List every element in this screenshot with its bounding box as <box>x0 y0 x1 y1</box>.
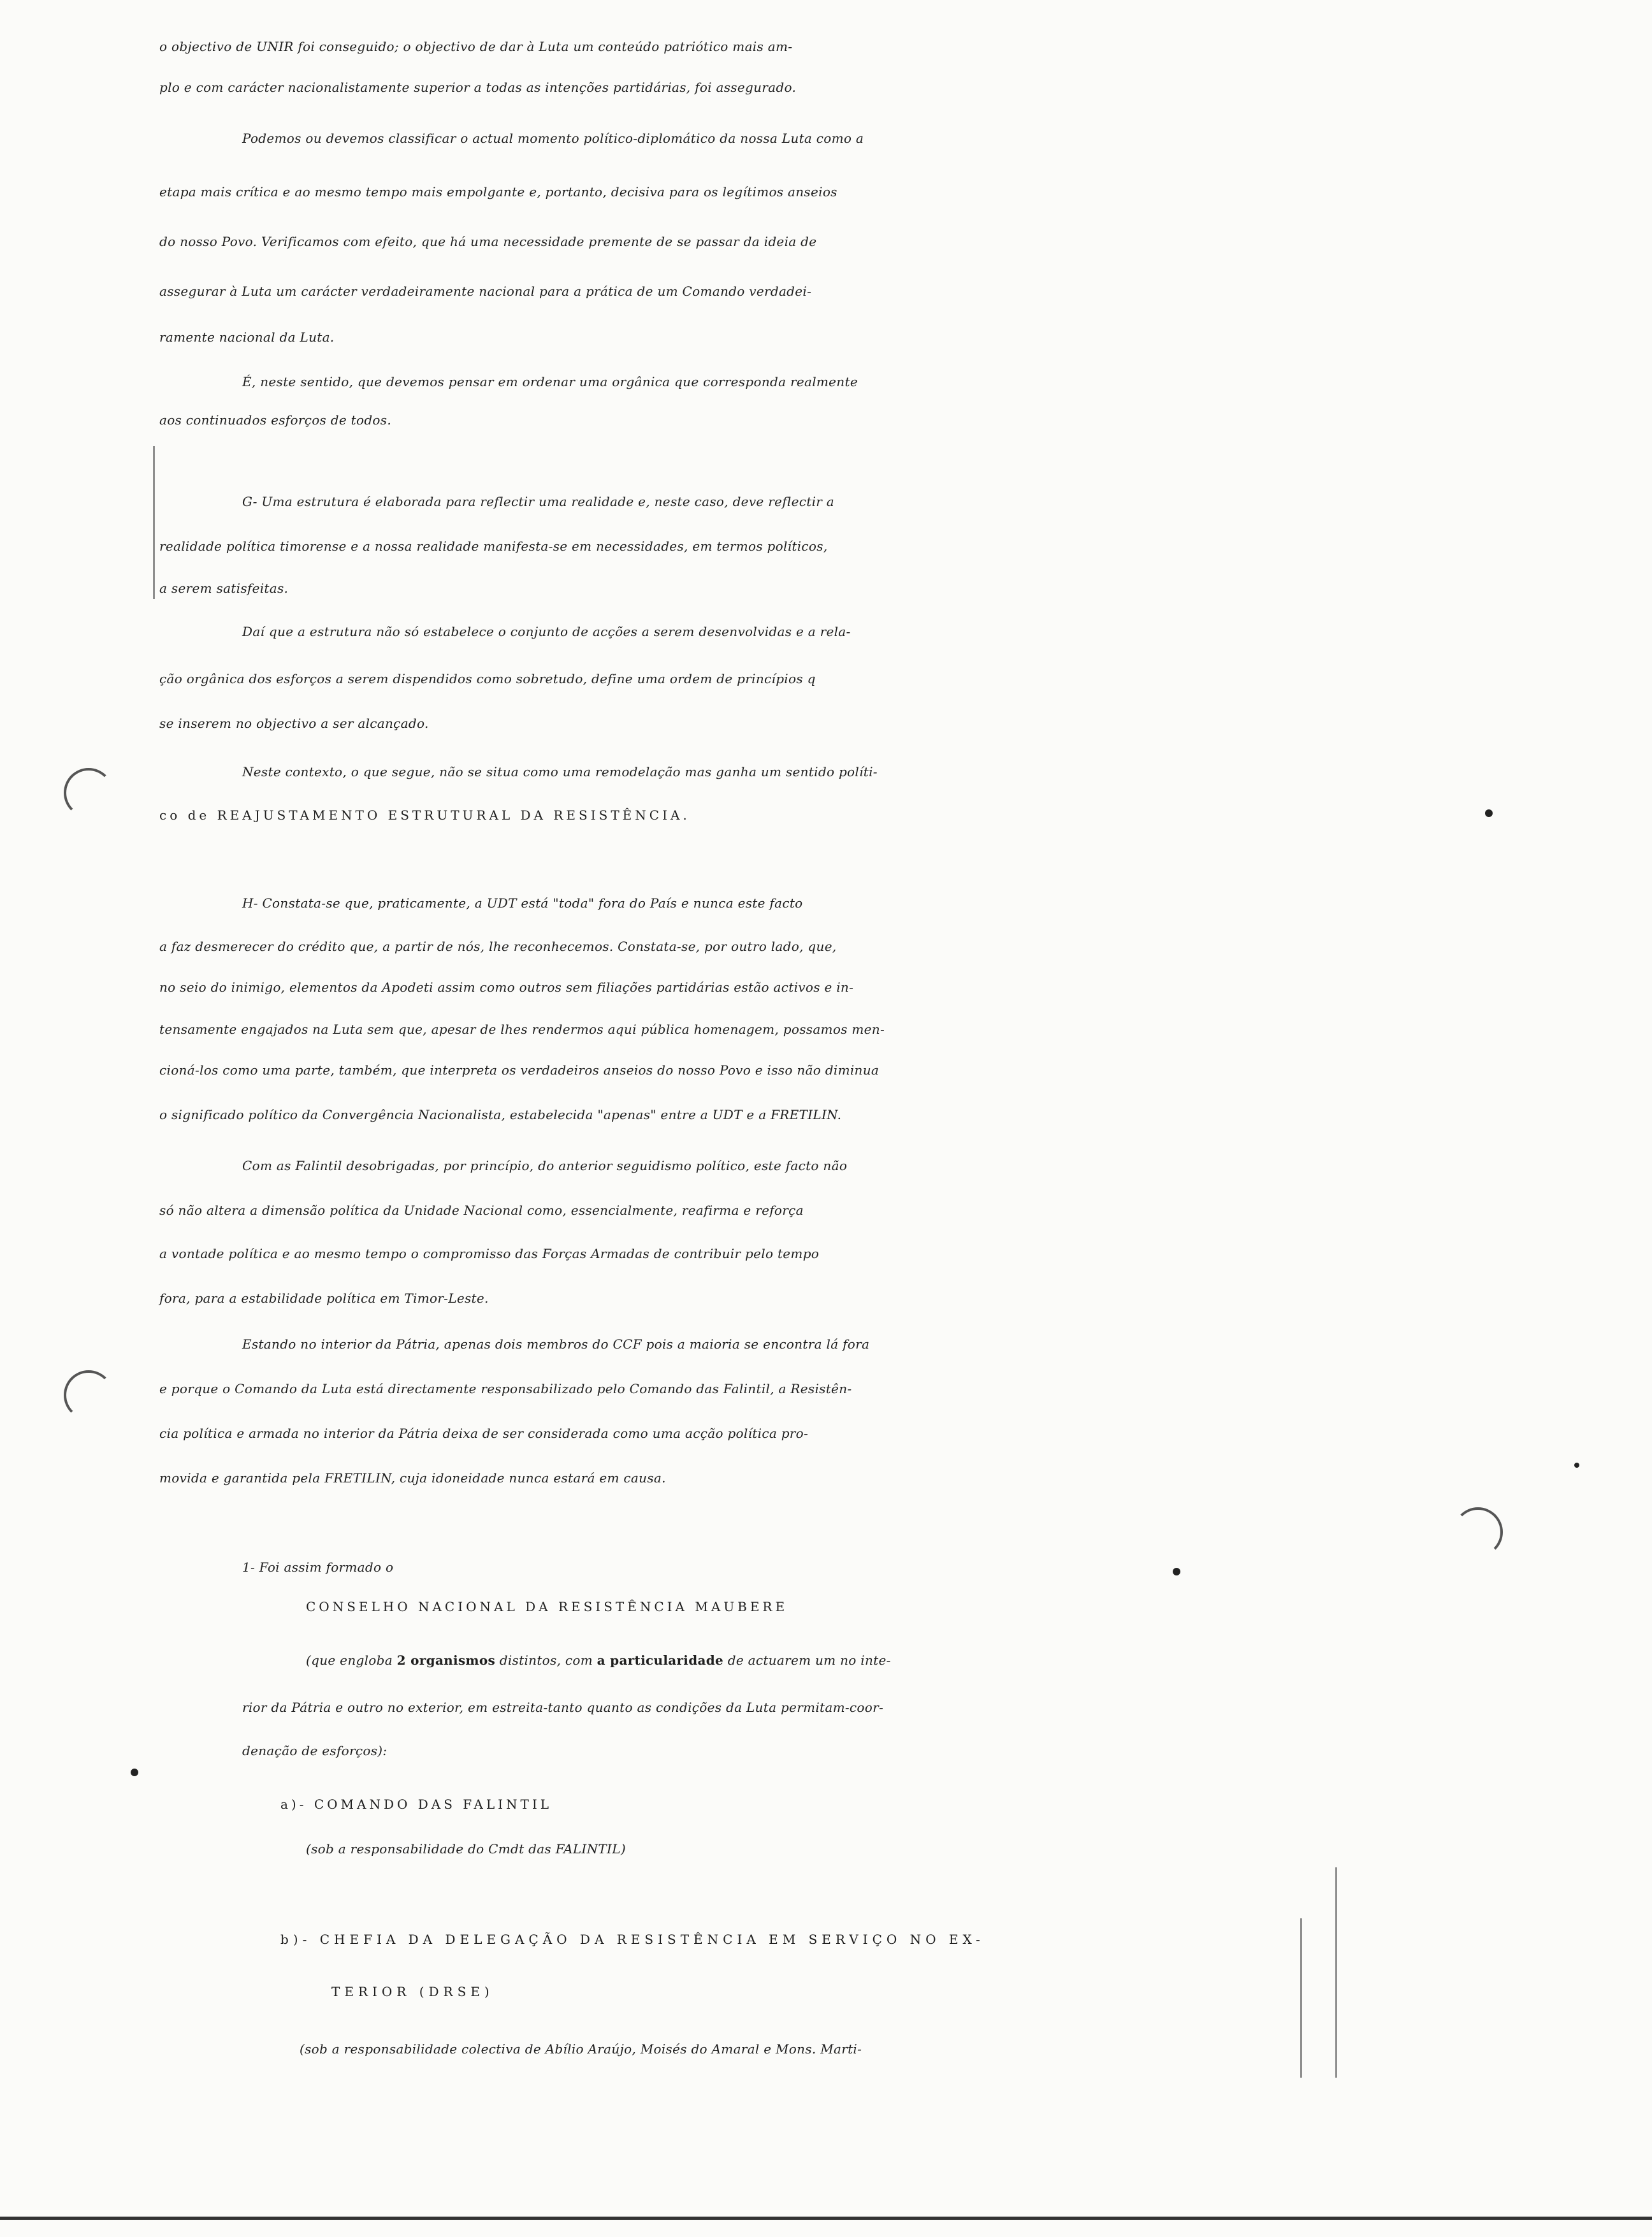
heading-conselho-nacional: CONSELHO NACIONAL DA RESISTÊNCIA MAUBERE <box>306 1599 788 1614</box>
text-line: cia política e armada no interior da Pátria deixa de ser considerada como uma acção política pro- <box>159 1426 809 1441</box>
text-line: É, neste sentido, que devemos pensar em ordenar uma orgânica que corresponda realmente <box>242 374 858 389</box>
text-line: fora, para a estabilidade política em Timor-Leste. <box>159 1291 489 1306</box>
bottom-rule <box>0 2217 1652 2220</box>
text-line: o significado político da Convergência Nacionalista, estabelecida "apenas" entre a UDT e a FRETILIN. <box>159 1107 842 1122</box>
text-line: Daí que a estrutura não só estabelece o conjunto de acções a serem desenvolvidas e a rela- <box>242 624 851 639</box>
text-line: Podemos ou devemos classificar o actual momento político-diplomático da nossa Luta como a <box>242 131 864 146</box>
text-line: só não altera a dimensão política da Unidade Nacional como, essencialmente, reafirma e reforça <box>159 1203 804 1218</box>
text-line: (sob a responsabilidade colectiva de Abílio Araújo, Moisés do Amaral e Mons. Marti- <box>300 2041 862 2057</box>
item-a-comando-falintil: a)- COMANDO DAS FALINTIL <box>280 1797 553 1812</box>
text-line: a vontade política e ao mesmo tempo o compromisso das Forças Armadas de contribuir pelo tempo <box>159 1246 820 1261</box>
text-line: ção orgânica dos esforços a serem dispendidos como sobretudo, define uma ordem de princípios q <box>159 671 816 686</box>
text-line: cioná-los como uma parte, também, que interpreta os verdadeiros anseios do nosso Povo e isso não diminua <box>159 1062 880 1078</box>
text-line: e porque o Comando da Luta está directamente responsabilizado pelo Comando das Falintil, a Resistên- <box>159 1381 852 1396</box>
text-line: Com as Falintil desobrigadas, por princípio, do anterior seguidismo político, este facto não <box>242 1158 848 1173</box>
item-b-chefia-delegacao: b)- CHEFIA DA DELEGAÇÃO DA RESISTÊNCIA EM SERVIÇO NO EX- <box>280 1932 985 1947</box>
text-line: 1- Foi assim formado o <box>242 1560 394 1575</box>
text-line: tensamente engajados na Luta sem que, apesar de lhes rendermos aqui pública homenagem, possamos men- <box>159 1022 885 1037</box>
emphasis-organismos: 2 organismos <box>396 1653 496 1668</box>
text-line: Neste contexto, o que segue, não se situa como uma remodelação mas ganha um sentido políti- <box>242 764 878 779</box>
text-line: a faz desmerecer do crédito que, a partir de nós, lhe reconhecemos. Constata-se, por outro lado, que, <box>159 939 837 954</box>
heading-reajustamento: co de REAJUSTAMENTO ESTRUTURAL DA RESISTÊNCIA. <box>159 807 690 823</box>
text-line: etapa mais crítica e ao mesmo tempo mais empolgante e, portanto, decisiva para os legítimos anseios <box>159 184 837 199</box>
text-line: ramente nacional da Luta. <box>159 329 335 345</box>
text-line: H- Constata-se que, praticamente, a UDT está "toda" fora do País e nunca este facto <box>242 895 803 911</box>
text-line: no seio do inimigo, elementos da Apodeti assim como outros sem filiações partidárias estão activos e in- <box>159 980 854 995</box>
text-line: Estando no interior da Pátria, apenas dois membros do CCF pois a maioria se encontra lá fora <box>242 1336 870 1352</box>
text-line <box>0 1635 1652 1685</box>
text-line: movida e garantida pela FRETILIN, cuja idoneidade nunca estará em causa. <box>159 1470 666 1486</box>
text-line: plo e com carácter nacionalistamente superior a todas as intenções partidárias, foi assegurado. <box>159 80 797 95</box>
text-line: aos continuados esforços de todos. <box>159 412 391 428</box>
text-segment: de actuarem um no inte- <box>723 1653 891 1668</box>
text-segment: distintos, com <box>495 1653 597 1668</box>
text-line: do nosso Povo. Verificamos com efeito, que há uma necessidade premente de se passar da ideia de <box>159 234 817 249</box>
text-line: G- Uma estrutura é elaborada para reflectir uma realidade e, neste caso, deve reflectir a <box>242 494 835 509</box>
text-line: denação de esforços): <box>242 1743 388 1758</box>
text-line: o objectivo de UNIR foi conseguido; o objectivo de dar à Luta um conteúdo patriótico mais am- <box>159 39 793 54</box>
emphasis-particularidade: a particularidade <box>597 1653 724 1668</box>
text-segment: (que engloba <box>306 1653 397 1668</box>
item-b-chefia-delegacao-cont: TERIOR (DRSE) <box>331 1984 494 1999</box>
text-line: a serem satisfeitas. <box>159 581 289 596</box>
text-line: (sob a responsabilidade do Cmdt das FALINTIL) <box>306 1841 626 1857</box>
text-line: assegurar à Luta um carácter verdadeiramente nacional para a prática de um Comando verdadei- <box>159 284 812 299</box>
text-line: realidade política timorense e a nossa realidade manifesta-se em necessidades, em termos políticos, <box>159 539 828 554</box>
text-line: se inserem no objectivo a ser alcançado. <box>159 716 429 731</box>
text-line: rior da Pátria e outro no exterior, em estreita-tanto quanto as condições da Luta permitam-coor- <box>242 1700 883 1715</box>
